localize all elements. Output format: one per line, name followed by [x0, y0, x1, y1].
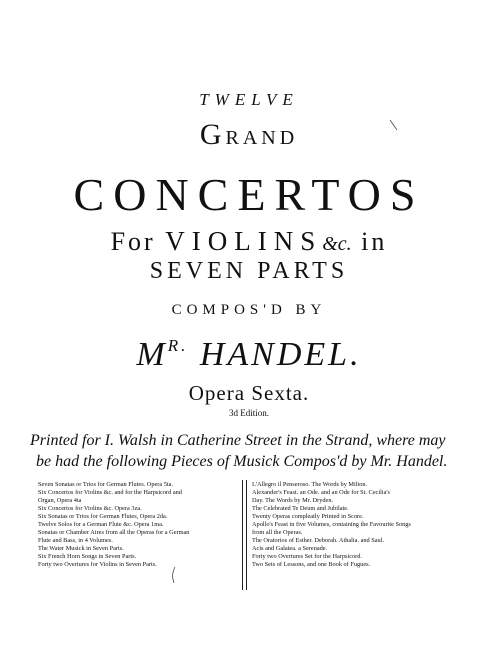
catalog-item: Sonatas or Chamber Aires from all the Operas for a German: [38, 529, 190, 536]
catalog-item: L'Allegro il Penseroso. The Words by Milton.: [252, 481, 368, 488]
catalog-item: Two Sets of Lessons, and one Book of Fugues.: [252, 561, 371, 568]
catalog-item: Flute and Bass, in 4 Volumes.: [38, 537, 113, 544]
title-composed-by: COMPOS'D BY: [171, 302, 327, 318]
catalog-item: Alexander's Feast. an Ode. and an Ode for St. Cecilia's: [252, 489, 390, 496]
catalog-item: Twenty Operas compleatly Printed in Score.: [252, 513, 364, 520]
imprint-line-2: be had the following Pieces of Musick Compos'd by Mr. Handel.: [36, 453, 448, 470]
title-etc: &c.: [322, 233, 352, 255]
imprint-line-1: Printed for I. Walsh in Catherine Street in the Strand, where may: [30, 432, 446, 449]
title-in: in: [351, 227, 388, 256]
catalog-item: Twelve Solos for a German Flute &c. Opera 1ma.: [38, 521, 164, 528]
catalog-item: The Oratorios of Esther. Deborah. Athalia. and Saul.: [252, 537, 385, 544]
title-for: For: [110, 227, 166, 256]
catalog-left-column: [38, 481, 238, 569]
catalog-item: The Water Musick in Seven Parts.: [38, 545, 124, 552]
catalog-item: Six French Horn Songs in Seven Parts.: [38, 553, 137, 560]
composer-title-m: M: [136, 336, 168, 373]
catalog-item: Six Concertos for Violins &c. Opera 3za.: [38, 505, 142, 512]
catalog-item: from all the Operas.: [252, 529, 303, 536]
catalog-item: The Celebrated Te Deum and Jubilate.: [252, 505, 349, 512]
composer-title-r: R.: [167, 336, 189, 355]
column-divider: [246, 480, 247, 590]
title-grand-initial: G: [199, 118, 226, 151]
title-seven-parts: SEVEN PARTS: [149, 258, 349, 284]
catalog-item: Six Concertos for Violins &c. and for the Harpsicord and: [38, 489, 182, 496]
catalog-item: Organ, Opera 4ta: [38, 497, 82, 504]
title-grand-rest: RAND: [225, 127, 299, 149]
catalog-right-column: [252, 481, 462, 569]
catalog-item: Acis and Galatea. a Serenade.: [252, 545, 328, 552]
catalog-item: Forty two Overtures for Violins in Seven Parts.: [38, 561, 157, 568]
title-for-violins: [0, 226, 498, 257]
column-divider: [242, 480, 243, 590]
title-violins: VIOLINS: [165, 226, 323, 256]
title-grand: [0, 118, 498, 152]
composer-surname: HANDEL.: [188, 336, 362, 373]
edition: 3d Edition.: [229, 408, 269, 418]
catalog-item: Seven Sonatas or Trios for German Flutes. Opera 5ta.: [38, 481, 174, 488]
catalog-item: Apollo's Feast in five Volumes, containing the Favourite Songs: [252, 521, 411, 528]
title-concertos: CONCERTOS: [73, 169, 425, 220]
ink-mark: [170, 565, 178, 585]
opus-number: Opera Sexta.: [188, 381, 310, 405]
catalog-item: Day. The Words by Mr. Dryden.: [252, 497, 334, 504]
catalog-item: Six Sonatas or Trios for German Flutes, Opera 2da.: [38, 513, 168, 520]
ink-mark: [388, 118, 400, 132]
title-twelve: TWELVE: [199, 90, 299, 109]
composer-name: [0, 336, 498, 374]
catalog-item: Forty two Overtures Set for the Harpsicord.: [252, 553, 362, 560]
